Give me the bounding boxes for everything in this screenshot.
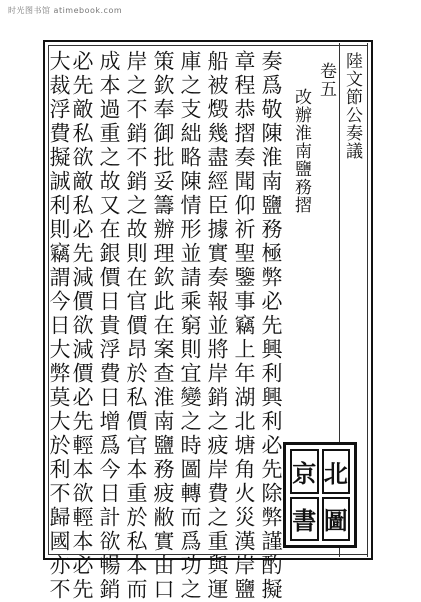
text-column: 庫之支絀略陳情形並請乘窮則宜變之時圖轉而爲功之 <box>178 50 202 602</box>
watermark: 时光图书馆 atimebook.com <box>8 6 123 15</box>
text-column: 策欽奉御批妥籌辦理欽此在案查淮南鹽務疲敝實由口 <box>151 50 175 602</box>
seal-char: 圖 <box>322 497 351 542</box>
text-column: 奏爲敬陳淮南鹽務極弊必先興利興利必先除弊謹酌擬 <box>259 50 283 602</box>
text-column: 章程恭摺奏聞仰祈聖鑒事竊上年湖北塘角火災漢岸鹽 <box>232 50 256 602</box>
seal-char: 書 <box>290 497 319 542</box>
section-heading: 改辦淮南鹽務摺 <box>291 88 311 214</box>
text-column: 必先敵私欲敵私必先減價欲減價必先輕本欲輕本必先 <box>70 50 94 602</box>
text-column: 大裁浮費擬誠利則竊謂今日大弊莫大於利不歸國亦不 <box>47 50 71 602</box>
text-column: 船被燬幾盡經臣據實奏報並將岸銷之疲岸費之重與運 <box>205 50 229 602</box>
seal-char: 北 <box>322 449 351 494</box>
seal-char: 京 <box>290 449 319 494</box>
chapter-label: 卷五 <box>316 62 336 98</box>
text-column: 成本過重之故又在銀價日貴浮費日增爲今日計欲暢銷 <box>97 50 121 602</box>
text-column: 岸之不銷不銷之故則在官價昂於私價官本重於私本而 <box>124 50 148 602</box>
book-title: 陸文節公奏議 <box>342 52 362 160</box>
library-seal <box>283 442 357 548</box>
